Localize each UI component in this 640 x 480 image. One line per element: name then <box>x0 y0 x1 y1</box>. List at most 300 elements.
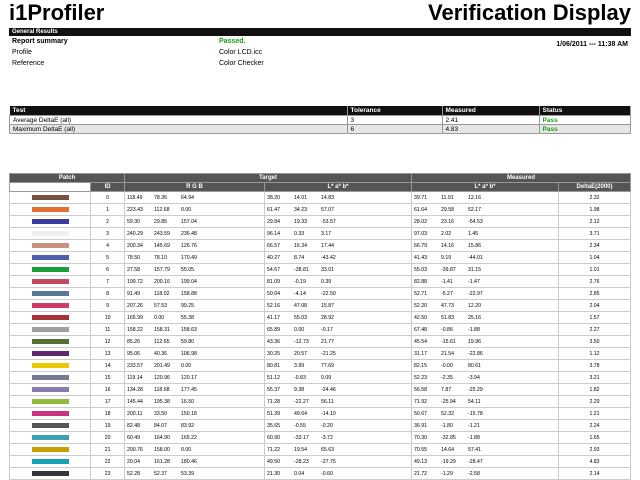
measured-lab-value: -1.88 <box>468 434 480 441</box>
measured-lab-value: 11.91 <box>441 194 454 201</box>
target-lab-value: 34.23 <box>294 206 307 213</box>
rgb-value: 199.04 <box>181 278 197 285</box>
measured-lab-value: 45.54 <box>414 338 427 345</box>
general-results-header: General Results <box>9 28 631 36</box>
color-swatch <box>32 459 69 464</box>
rgb-value: 165.99 <box>127 314 143 321</box>
rgb-value: 120.96 <box>154 374 170 381</box>
measured-lab-value: 31.15 <box>468 266 481 273</box>
measured-lab-value: 12.20 <box>468 302 481 309</box>
measured-lab <box>412 420 559 432</box>
target-lab-value: 56.11 <box>321 398 334 405</box>
rgb <box>125 372 265 384</box>
measured-lab-value: 14.64 <box>441 446 454 453</box>
rgb-value: 165.22 <box>181 434 197 441</box>
patch-row <box>10 432 631 444</box>
measured-lab-value: 21.54 <box>441 350 454 357</box>
target-lab-value: -22.27 <box>294 398 309 405</box>
target-lab-value: 0.33 <box>294 230 305 237</box>
target-lab-value: 9.38 <box>294 386 305 393</box>
measured-lab-value: 67.48 <box>414 326 427 333</box>
target-lab-value: 17.44 <box>321 242 334 249</box>
measured-lab-value: -44.01 <box>468 254 483 261</box>
patch-row <box>10 348 631 360</box>
target-lab-value: 55.03 <box>294 314 307 321</box>
target-lab-value: 61.47 <box>267 206 280 213</box>
patch-id: 9 <box>91 300 125 312</box>
measured-lab-value: -5.27 <box>441 290 453 297</box>
color-swatch <box>32 267 69 272</box>
measured-lab-value: -1.21 <box>468 422 480 429</box>
target-lab-value: 57.07 <box>321 206 334 213</box>
target-lab <box>265 276 412 288</box>
rgb-value: 180.46 <box>181 458 197 465</box>
target-lab-value: 65.63 <box>321 446 334 453</box>
target-lab <box>265 240 412 252</box>
rgb-value: 16.50 <box>181 398 194 405</box>
rgb-value: 158.31 <box>154 326 170 333</box>
patch-table-body <box>10 192 631 480</box>
measured-lab-value: 12.16 <box>468 194 481 201</box>
rgb-value: 0.00 <box>181 362 192 369</box>
rgb-value: 145.69 <box>154 242 170 249</box>
target-lab <box>265 372 412 384</box>
rgb <box>125 264 265 276</box>
target-lab <box>265 312 412 324</box>
measured-lab-value: -1.29 <box>441 470 453 477</box>
deltae-value: 1.21 <box>559 408 631 420</box>
rgb-value: 158.00 <box>154 446 170 453</box>
measured-lab <box>412 264 559 276</box>
rgb <box>125 348 265 360</box>
rgb-value: 158.22 <box>127 326 143 333</box>
rgb-value: 134.28 <box>127 386 143 393</box>
deltae-value: 2.76 <box>559 276 631 288</box>
measured-lab-value: -25.29 <box>468 386 483 393</box>
measured-lab-value: 56.58 <box>414 386 427 393</box>
patch-swatch-cell <box>10 444 91 456</box>
measured-lab-value: 1.45 <box>468 230 479 237</box>
target-lab-value: 0.04 <box>294 470 305 477</box>
rgb <box>125 216 265 228</box>
deltae-value: 2.12 <box>559 216 631 228</box>
patch-swatch-cell <box>10 348 91 360</box>
patch-id: 6 <box>91 264 125 276</box>
target-lab-value: -27.75 <box>321 458 336 465</box>
rgb-value: 118.68 <box>154 386 170 393</box>
target-lab-value: 38.20 <box>267 194 280 201</box>
target-lab-value: 28.92 <box>321 314 334 321</box>
target-lab-value: 19.54 <box>294 446 307 453</box>
rgb <box>125 456 265 468</box>
test-name: Average DeltaE (all) <box>10 116 348 125</box>
measured-value: 4.83 <box>442 125 539 134</box>
target-lab-value: 0.00 <box>294 326 305 333</box>
target-lab-value: 3.17 <box>321 230 332 237</box>
color-swatch <box>32 315 69 320</box>
results-table <box>9 106 631 134</box>
patch-row <box>10 336 631 348</box>
patch-swatch-cell <box>10 192 91 204</box>
patch-row <box>10 396 631 408</box>
rgb-value: 53.39 <box>181 470 194 477</box>
target-lab-value: 21.30 <box>267 470 280 477</box>
color-swatch <box>32 411 69 416</box>
target-lab-value: -0.83 <box>294 374 306 381</box>
col-measured-lab: L* a* b* <box>412 183 559 192</box>
measured-lab-value: 39.71 <box>414 194 427 201</box>
measured-lab-value: -22.97 <box>468 290 483 297</box>
document-title: Verification Display <box>428 0 631 25</box>
patch-id: 15 <box>91 372 125 384</box>
rgb-value: 99.25 <box>181 302 194 309</box>
measured-lab-value: -15.78 <box>468 410 483 417</box>
measured-lab-value: 66.79 <box>414 242 427 249</box>
target-lab-value: 35.65 <box>267 422 280 429</box>
patch-id: 1 <box>91 204 125 216</box>
patch-table <box>9 173 631 480</box>
rgb-value: 150.18 <box>181 410 197 417</box>
status-value: Pass <box>539 125 631 134</box>
target-lab-value: 33.01 <box>321 266 334 273</box>
target-lab-value: -0.20 <box>321 422 333 429</box>
rgb-value: 59.80 <box>181 338 194 345</box>
rgb <box>125 192 265 204</box>
patch-row <box>10 252 631 264</box>
patch-id: 20 <box>91 432 125 444</box>
patch-id: 8 <box>91 288 125 300</box>
rgb <box>125 240 265 252</box>
rgb <box>125 204 265 216</box>
rgb <box>125 360 265 372</box>
report-summary-label: Report summary <box>12 38 68 45</box>
measured-lab-value: 23.16 <box>441 218 454 225</box>
rgb-value: 200.11 <box>127 410 143 417</box>
tolerance-value: 3 <box>347 116 442 125</box>
color-swatch <box>32 435 69 440</box>
measured-lab-value: -39.87 <box>441 266 456 273</box>
patch-row <box>10 264 631 276</box>
rgb-value: 60.49 <box>127 434 140 441</box>
results-row <box>10 125 631 134</box>
reference-value: Color Checker <box>219 60 264 67</box>
measured-lab-value: 52.32 <box>441 410 454 417</box>
patch-id: 16 <box>91 384 125 396</box>
target-lab-value: 51.12 <box>267 374 280 381</box>
measured-lab <box>412 432 559 444</box>
rgb-value: 52.28 <box>127 470 140 477</box>
target-lab-value: 51.39 <box>267 410 280 417</box>
color-swatch <box>32 207 69 212</box>
rgb-value: 20.04 <box>127 458 140 465</box>
target-lab <box>265 348 412 360</box>
rgb-value: 118.02 <box>154 290 170 297</box>
target-lab-value: 49.64 <box>294 410 307 417</box>
color-swatch <box>32 399 69 404</box>
deltae-value: 2.14 <box>559 468 631 480</box>
target-lab-value: 3.99 <box>294 362 305 369</box>
measured-lab-value: 41.43 <box>414 254 427 261</box>
patch-row <box>10 384 631 396</box>
patch-swatch-cell <box>10 204 91 216</box>
target-lab-value: 43.36 <box>267 338 280 345</box>
target-lab-value: 0.09 <box>321 374 332 381</box>
target-lab-value: 49.50 <box>267 458 280 465</box>
deltae-value: 1.65 <box>559 432 631 444</box>
patch-row <box>10 276 631 288</box>
patch-swatch-cell <box>10 264 91 276</box>
patch-id: 13 <box>91 348 125 360</box>
target-lab-value: -0.17 <box>321 326 333 333</box>
color-swatch <box>32 303 69 308</box>
measured-lab-value: 97.03 <box>414 230 427 237</box>
measured-lab-value: -15.61 <box>441 338 456 345</box>
patch-group-header-row <box>10 174 631 183</box>
measured-lab <box>412 348 559 360</box>
rgb-value: 40.36 <box>154 350 167 357</box>
measured-lab <box>412 252 559 264</box>
rgb-value: 157.79 <box>154 266 170 273</box>
deltae-value: 1.12 <box>559 348 631 360</box>
measured-lab-value: 21.72 <box>414 470 427 477</box>
measured-lab <box>412 300 559 312</box>
measured-lab <box>412 204 559 216</box>
patch-row <box>10 240 631 252</box>
reference-label: Reference <box>12 60 45 67</box>
rgb <box>125 228 265 240</box>
rgb-value: 83.92 <box>181 422 194 429</box>
rgb-value: 118.49 <box>127 194 143 201</box>
rgb-value: 0.00 <box>181 206 192 213</box>
patch-swatch-cell <box>10 312 91 324</box>
measured-lab <box>412 324 559 336</box>
group-patch: Patch <box>10 174 125 183</box>
target-lab <box>265 336 412 348</box>
rgb-value: 27.58 <box>127 266 140 273</box>
color-swatch <box>32 423 69 428</box>
patch-row <box>10 192 631 204</box>
target-lab-value: 40.27 <box>267 254 280 261</box>
rgb-value: 120.17 <box>181 374 197 381</box>
report-summary-value: Passed. <box>219 38 246 45</box>
report-date: 1/06/2011 --- 11:38 AM <box>556 41 628 48</box>
patch-row <box>10 312 631 324</box>
target-lab-value: 8.74 <box>294 254 305 261</box>
patch-id: 19 <box>91 420 125 432</box>
deltae-value: 1.82 <box>559 384 631 396</box>
rgb-value: 126.76 <box>181 242 197 249</box>
patch-swatch-cell <box>10 300 91 312</box>
measured-lab-value: -2.35 <box>441 374 453 381</box>
measured-lab-value: 52.17 <box>468 206 481 213</box>
rgb <box>125 336 265 348</box>
rgb-value: 157.04 <box>181 218 197 225</box>
rgb-value: 207.26 <box>127 302 143 309</box>
measured-lab-value: 71.92 <box>414 398 427 405</box>
rgb <box>125 324 265 336</box>
target-lab-value: 19.33 <box>294 218 307 225</box>
target-lab <box>265 228 412 240</box>
patch-swatch-cell <box>10 372 91 384</box>
deltae-value: 2.24 <box>559 420 631 432</box>
swatch-col <box>10 183 91 192</box>
measured-lab <box>412 336 559 348</box>
rgb <box>125 312 265 324</box>
profile-label: Profile <box>12 49 32 56</box>
rgb-value: 85.26 <box>127 338 140 345</box>
rgb-value: 195.38 <box>154 398 170 405</box>
rgb-value: 112.65 <box>154 338 170 345</box>
measured-lab <box>412 288 559 300</box>
results-header-row <box>10 106 631 116</box>
target-lab-value: -0.19 <box>294 278 306 285</box>
deltae-value: 4.83 <box>559 456 631 468</box>
rgb-value: 177.45 <box>181 386 197 393</box>
target-lab-value: 14.01 <box>294 194 307 201</box>
target-lab <box>265 384 412 396</box>
rgb <box>125 288 265 300</box>
rgb-value: 243.59 <box>154 230 170 237</box>
target-lab-value: -38.81 <box>294 266 309 273</box>
rgb-value: 106.98 <box>181 350 197 357</box>
patch-swatch-cell <box>10 384 91 396</box>
rgb-value: 84.07 <box>154 422 167 429</box>
deltae-value: 2.32 <box>559 192 631 204</box>
measured-lab-value: -1.88 <box>468 326 480 333</box>
patch-row <box>10 204 631 216</box>
target-lab-value: 15.87 <box>321 302 334 309</box>
measured-lab-value: -3.94 <box>468 374 480 381</box>
deltae-value: 2.29 <box>559 396 631 408</box>
patch-row <box>10 468 631 480</box>
rgb-value: 236.48 <box>181 230 197 237</box>
measured-lab-value: -1.47 <box>468 278 480 285</box>
patch-row <box>10 456 631 468</box>
rgb-value: 52.37 <box>154 470 167 477</box>
measured-lab <box>412 276 559 288</box>
measured-lab-value: 54.11 <box>468 398 481 405</box>
rgb <box>125 408 265 420</box>
measured-lab <box>412 312 559 324</box>
col-tolerance: Tolerance <box>347 106 442 116</box>
rgb-value: 78.50 <box>127 254 140 261</box>
target-lab-value: -4.14 <box>294 290 306 297</box>
measured-lab <box>412 228 559 240</box>
target-lab-value: 30.25 <box>267 350 280 357</box>
patch-id: 7 <box>91 276 125 288</box>
measured-lab-value: -54.53 <box>468 218 483 225</box>
rgb-value: 112.68 <box>154 206 170 213</box>
deltae-value: 2.34 <box>559 240 631 252</box>
target-lab-value: -0.60 <box>321 470 333 477</box>
color-swatch <box>32 327 69 332</box>
rgb <box>125 420 265 432</box>
target-lab-value: -22.50 <box>321 290 336 297</box>
rgb-value: 0.00 <box>181 446 192 453</box>
measured-lab-value: -1.41 <box>441 278 453 285</box>
patch-swatch-cell <box>10 468 91 480</box>
patch-id: 10 <box>91 312 125 324</box>
measured-lab-value: -0.00 <box>441 362 453 369</box>
target-lab-value: 50.04 <box>267 290 280 297</box>
measured-lab-value: 7.87 <box>441 386 452 393</box>
patch-swatch-cell <box>10 252 91 264</box>
patch-row <box>10 372 631 384</box>
group-target: Target <box>125 174 412 183</box>
patch-id: 22 <box>91 456 125 468</box>
measured-lab-value: -1.80 <box>441 422 453 429</box>
rgb-value: 0.00 <box>154 314 165 321</box>
target-lab-value: 66.57 <box>267 242 280 249</box>
patch-swatch-cell <box>10 240 91 252</box>
measured-lab-value: -0.86 <box>441 326 453 333</box>
patch-id: 21 <box>91 444 125 456</box>
measured-lab-value: 9.19 <box>441 254 452 261</box>
target-lab <box>265 444 412 456</box>
rgb-value: 200.76 <box>127 446 143 453</box>
target-lab <box>265 288 412 300</box>
target-lab-value: 0.39 <box>321 278 332 285</box>
measured-lab <box>412 240 559 252</box>
measured-lab-value: 50.67 <box>414 410 427 417</box>
measured-lab <box>412 408 559 420</box>
target-lab-value: -0.55 <box>294 422 306 429</box>
measured-lab-value: 70.55 <box>414 446 427 453</box>
patch-row <box>10 324 631 336</box>
target-lab <box>265 192 412 204</box>
deltae-value: 3.21 <box>559 372 631 384</box>
deltae-value: 1.04 <box>559 252 631 264</box>
patch-row <box>10 420 631 432</box>
patch-id: 4 <box>91 240 125 252</box>
patch-swatch-cell <box>10 324 91 336</box>
color-swatch <box>32 375 69 380</box>
rgb <box>125 432 265 444</box>
results-row <box>10 116 631 125</box>
patch-id: 17 <box>91 396 125 408</box>
rgb <box>125 300 265 312</box>
target-lab-value: 52.16 <box>267 302 280 309</box>
col-rgb: R G B <box>125 183 265 192</box>
target-lab-value: 65.89 <box>267 326 280 333</box>
measured-lab-value: 82.15 <box>414 362 427 369</box>
target-lab-value: 29.84 <box>267 218 280 225</box>
measured-lab <box>412 192 559 204</box>
measured-lab-value: 28.02 <box>414 218 427 225</box>
patch-id: 0 <box>91 192 125 204</box>
color-swatch <box>32 339 69 344</box>
target-lab-value: 81.09 <box>267 278 280 285</box>
target-lab-value: 80.81 <box>267 362 280 369</box>
patch-id: 3 <box>91 228 125 240</box>
rgb-value: 158.88 <box>181 290 197 297</box>
target-lab-value: -53.57 <box>321 218 336 225</box>
target-lab <box>265 468 412 480</box>
patch-id: 11 <box>91 324 125 336</box>
measured-lab-value: 31.17 <box>414 350 427 357</box>
rgb-value: 82.48 <box>127 422 140 429</box>
patch-row <box>10 444 631 456</box>
patch-swatch-cell <box>10 420 91 432</box>
rgb <box>125 252 265 264</box>
target-lab <box>265 252 412 264</box>
measured-lab-value: 52.20 <box>414 302 427 309</box>
patch-id: 2 <box>91 216 125 228</box>
measured-lab-value: 52.23 <box>414 374 427 381</box>
deltae-value: 1.98 <box>559 204 631 216</box>
rgb-value: 57.53 <box>154 302 167 309</box>
profile-value: Color LCD.icc <box>219 49 263 56</box>
